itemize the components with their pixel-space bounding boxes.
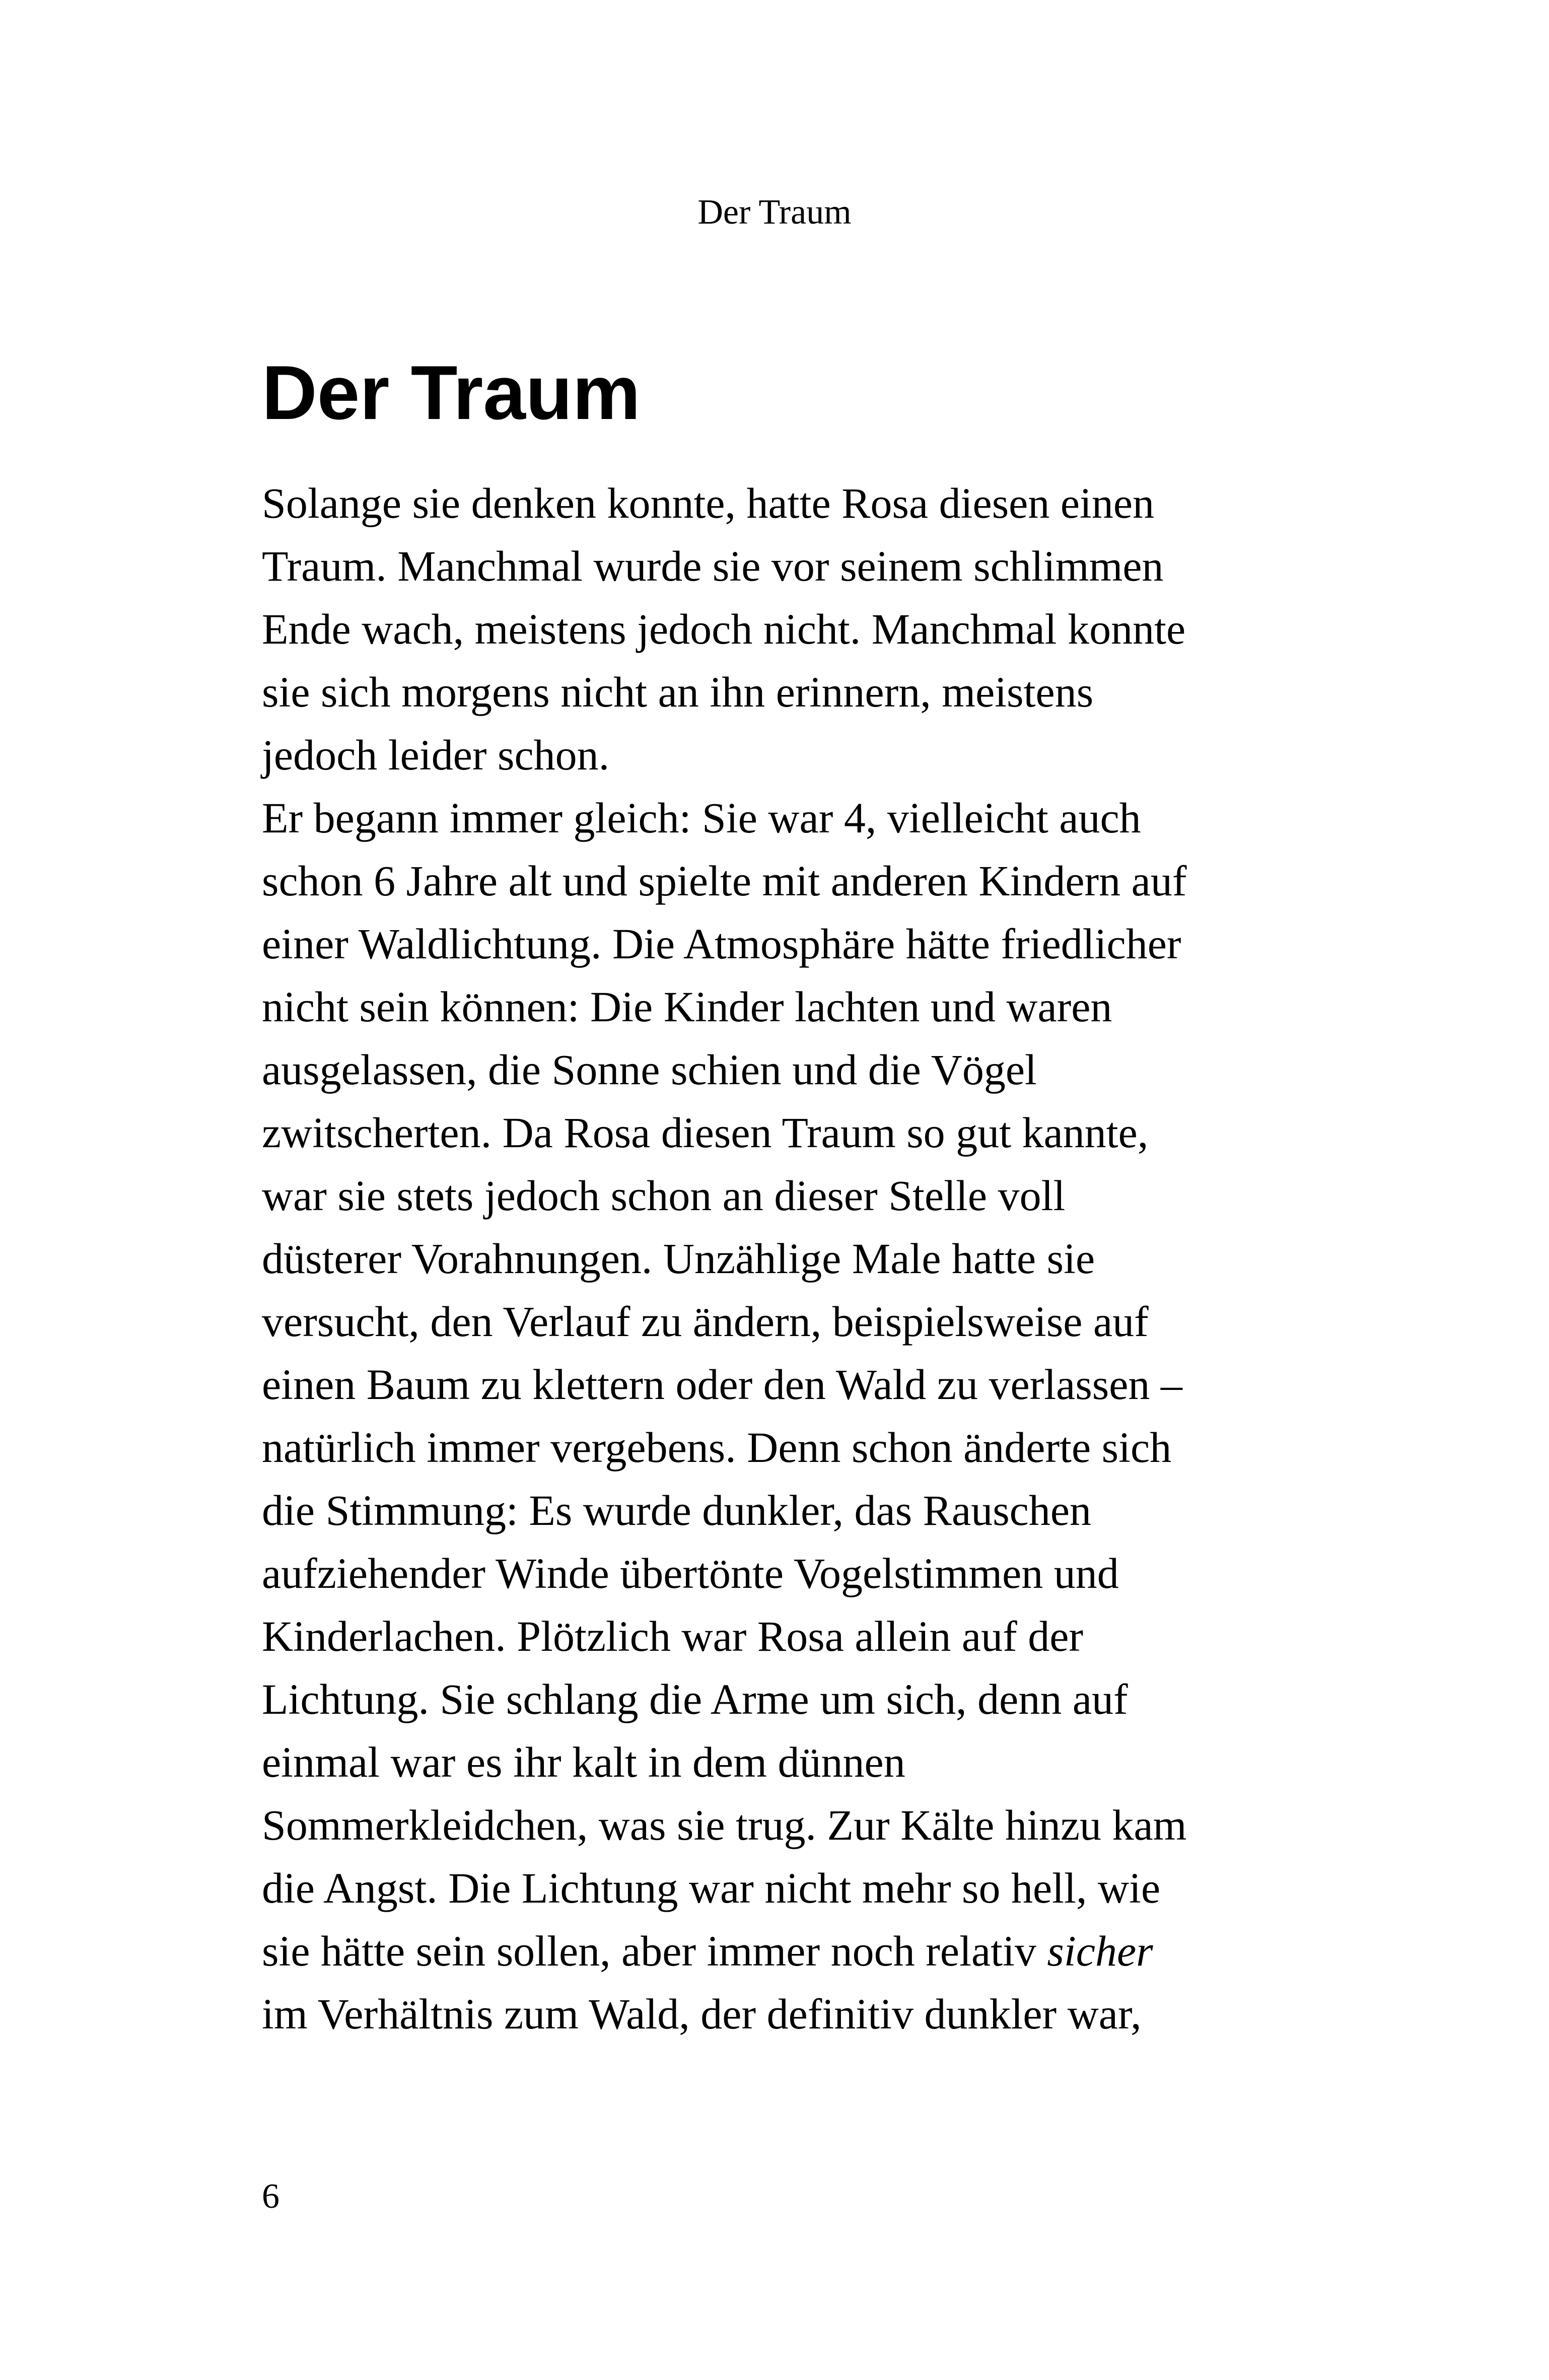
text-line: jedoch leider schon. bbox=[262, 731, 610, 779]
text-line: die Stimmung: Es wurde dunkler, das Rauschen bbox=[262, 1486, 1092, 1534]
emphasized-word: sicher bbox=[1047, 1927, 1153, 1975]
text-line: Er begann immer gleich: Sie war 4, vielleicht auch bbox=[262, 794, 1141, 842]
text-line: Kinderlachen. Plötzlich war Rosa allein auf der bbox=[262, 1612, 1084, 1660]
text-line: Sommerkleidchen, was sie trug. Zur Kälte hinzu kam bbox=[262, 1801, 1187, 1849]
text-line: natürlich immer vergebens. Denn schon änderte sich bbox=[262, 1423, 1172, 1472]
text-line: düsterer Vorahnungen. Unzählige Male hatte sie bbox=[262, 1234, 1095, 1283]
text-line bbox=[262, 1920, 1319, 1983]
text-line: sie sich morgens nicht an ihn erinnern, meistens bbox=[262, 668, 1094, 716]
paragraph bbox=[262, 787, 1319, 2046]
text-line: Traum. Manchmal wurde sie vor seinem schlimmen bbox=[262, 542, 1164, 590]
text-line: einer Waldlichtung. Die Atmosphäre hätte friedlicher bbox=[262, 920, 1181, 968]
text-line: Lichtung. Sie schlang die Arme um sich, denn auf bbox=[262, 1675, 1128, 1723]
page-number: 6 bbox=[262, 2177, 279, 2216]
running-header: Der Traum bbox=[697, 193, 852, 232]
chapter-title: Der Traum bbox=[262, 350, 641, 436]
text-line: einen Baum zu klettern oder den Wald zu verlassen – bbox=[262, 1360, 1182, 1409]
text-line: versucht, den Verlauf zu ändern, beispielsweise auf bbox=[262, 1297, 1149, 1346]
text-line: schon 6 Jahre alt und spielte mit anderen Kindern auf bbox=[262, 857, 1187, 905]
text-line: ausgelassen, die Sonne schien und die Vögel bbox=[262, 1045, 1037, 1094]
text-line: war sie stets jedoch schon an dieser Stelle voll bbox=[262, 1171, 1066, 1220]
text-line: nicht sein können: Die Kinder lachten und waren bbox=[262, 983, 1112, 1031]
body-text bbox=[262, 472, 1319, 2046]
text-line: Ende wach, meistens jedoch nicht. Manchmal konnte bbox=[262, 605, 1186, 653]
text-line: einmal war es ihr kalt in dem dünnen bbox=[262, 1738, 905, 1786]
text-line: Solange sie denken konnte, hatte Rosa diesen einen bbox=[262, 479, 1155, 527]
text-line: zwitscherten. Da Rosa diesen Traum so gut kannte, bbox=[262, 1108, 1149, 1157]
text-line: die Angst. Die Lichtung war nicht mehr so hell, wie bbox=[262, 1864, 1161, 1912]
text-run: sie hätte sein sollen, aber immer noch relativ bbox=[262, 1927, 1047, 1975]
text-line: aufziehender Winde übertönte Vogelstimmen und bbox=[262, 1549, 1119, 1597]
paragraph bbox=[262, 472, 1319, 787]
text-line: im Verhältnis zum Wald, der definitiv dunkler war, bbox=[262, 1990, 1142, 2038]
